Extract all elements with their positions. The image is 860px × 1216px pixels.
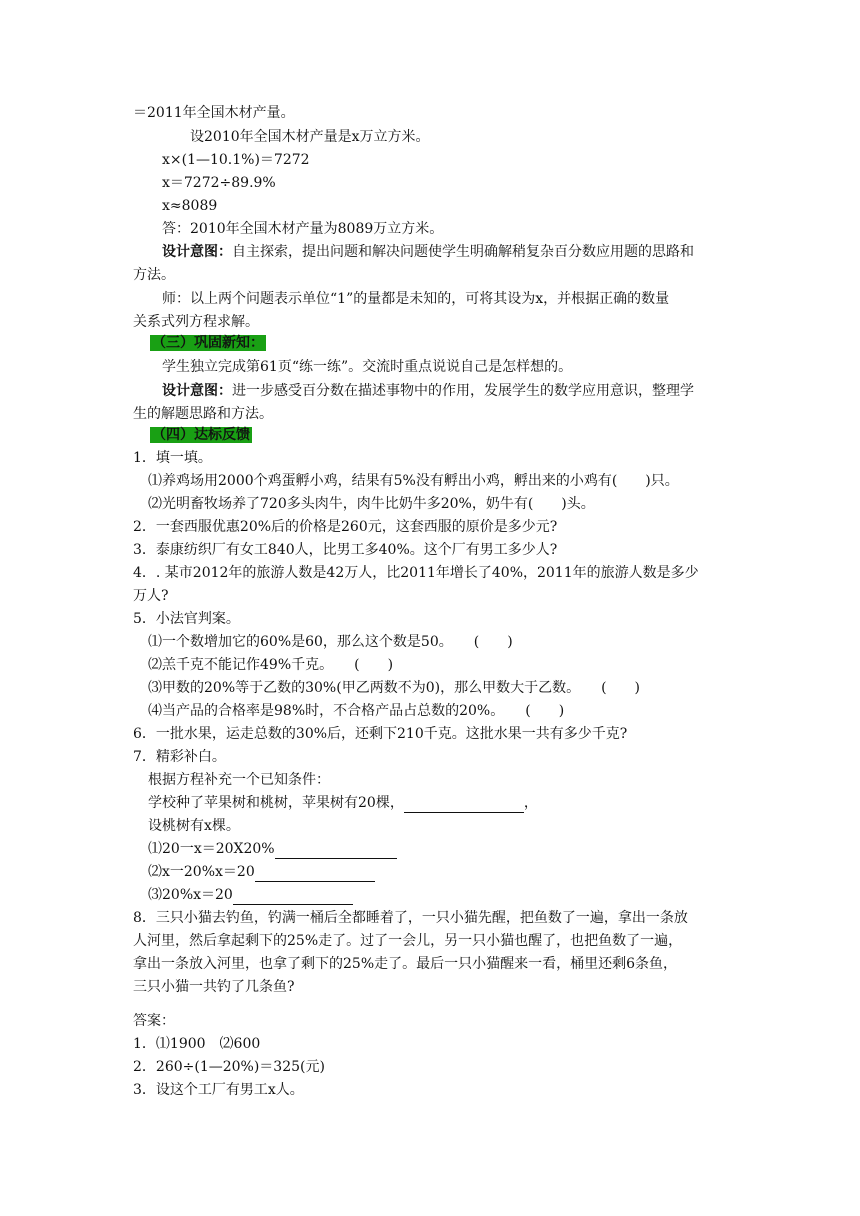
- design-intent-label: 设计意图：: [162, 244, 232, 260]
- question-5-part-3: ⑶甲数的20%等于乙数的30%(甲乙两数不为0)，那么甲数大于乙数。 ( ): [148, 680, 640, 696]
- section-heading-consolidate: [150, 333, 266, 353]
- text-line: 关系式列方程求解。: [133, 314, 259, 330]
- question-7: 7．精彩补白。: [133, 749, 226, 765]
- equation-line: x＝7272÷89.9%: [162, 175, 276, 191]
- text-line: 根据方程补充一个已知条件：: [148, 772, 330, 788]
- design-intent-text: 自主探索，提出问题和解决问题使学生明确解稍复杂百分数应用题的思路和: [232, 244, 694, 260]
- text-line: 设桃树有x棵。: [148, 818, 240, 834]
- section-heading-highlight: （三）巩固新知：: [152, 335, 264, 351]
- blank-underline[interactable]: [275, 843, 397, 859]
- text-line: 师：以上两个问题表示单位“1”的量都是未知的，可将其设为x，并根据正确的数量: [162, 291, 670, 307]
- design-intent-text: 进一步感受百分数在描述事物中的作用，发展学生的数学应用意识，整理学: [232, 383, 694, 399]
- answer-line: 答：2010年全国木材产量为8089万立方米。: [162, 221, 444, 237]
- equation-blank-3: [148, 885, 353, 905]
- question-2: 2．一套西服优惠20%后的价格是260元，这套西服的原价是多少元?: [133, 519, 558, 535]
- question-4-cont: 万人?: [133, 588, 169, 604]
- question-8-cont: 三只小猫一共钓了几条鱼?: [133, 979, 295, 995]
- answer-2: 2．260÷(1—20%)＝325(元): [133, 1059, 325, 1075]
- question-4: 4．. 某市2012年的旅游人数是42万人，比2011年增长了40%，2011年的旅游人数是多少: [133, 565, 699, 581]
- question-1-part-1: ⑴养鸡场用2000个鸡蛋孵小鸡，结果有5%没有孵出小鸡，孵出来的小鸡有( )只。: [148, 473, 679, 489]
- answers-heading: 答案：: [133, 1013, 175, 1029]
- blank-underline[interactable]: [404, 797, 524, 813]
- fill-blank-tail: ，: [523, 795, 538, 811]
- design-intent-paragraph: [162, 381, 694, 401]
- equation-text: ⑴20一x＝20X20%: [148, 841, 275, 857]
- text-line: 方法。: [133, 267, 175, 283]
- question-1: 1．填一填。: [133, 450, 212, 466]
- section-heading-feedback: [150, 425, 252, 445]
- blank-underline[interactable]: [233, 889, 353, 905]
- question-5-part-1: ⑴一个数增加它的60%是60，那么这个数是50。 ( ): [148, 634, 513, 650]
- text-line: ＝2011年全国木材产量。: [133, 105, 295, 121]
- question-5-part-2: ⑵羔千克不能记作49%千克。 ( ): [148, 657, 394, 673]
- blank-underline[interactable]: [255, 866, 375, 882]
- text-line: 学生独立完成第61页“练一练”。交流时重点说说自己是怎样想的。: [162, 359, 573, 375]
- equation-text: ⑶20%x＝20: [148, 887, 233, 903]
- question-3: 3．泰康纺织厂有女工840人，比男工多40%。这个厂有男工多少人?: [133, 542, 558, 558]
- equation-blank-1: [148, 839, 397, 859]
- equation-line: x≈8089: [162, 198, 218, 214]
- fill-blank-line: [148, 793, 538, 813]
- text-line: 设2010年全国木材产量是x万立方米。: [190, 129, 430, 145]
- design-intent-label: 设计意图：: [162, 383, 232, 399]
- equation-blank-2: [148, 862, 375, 882]
- answer-3: 3．设这个工厂有男工x人。: [133, 1082, 304, 1098]
- question-8-cont: 拿出一条放入河里，也拿了剩下的25%走了。最后一只小猫醒来一看，桶里还剩6条鱼，: [133, 956, 678, 972]
- question-1-part-2: ⑵光明畜牧场养了720多头肉牛，肉牛比奶牛多20%，奶牛有( )头。: [148, 496, 595, 512]
- question-8: 8．三只小猫去钓鱼，钓满一桶后全都睡着了，一只小猫先醒，把鱼数了一遍，拿出一条放: [133, 910, 688, 926]
- question-5: 5．小法官判案。: [133, 611, 240, 627]
- design-intent-paragraph: [162, 242, 694, 262]
- answer-1: 1．⑴1900 ⑵600: [133, 1036, 261, 1052]
- equation-text: ⑵x一20%x＝20: [148, 864, 255, 880]
- fill-blank-text: 学校种了苹果树和桃树，苹果树有20棵，: [148, 795, 404, 811]
- question-8-cont: 人河里，然后拿起剩下的25%走了。过了一会儿，另一只小猫也醒了，也把鱼数了一遍，: [133, 933, 683, 949]
- text-line: 生的解题思路和方法。: [133, 406, 273, 422]
- equation-line: x×(1—10.1%)＝7272: [162, 152, 310, 168]
- section-heading-highlight: （四）达标反馈: [152, 427, 250, 443]
- question-5-part-4: ⑷当产品的合格率是98%时，不合格产品占总数的20%。 ( ): [148, 703, 565, 719]
- question-6: 6．一批水果，运走总数的30%后，还剩下210千克。这批水果一共有多少千克?: [133, 726, 628, 742]
